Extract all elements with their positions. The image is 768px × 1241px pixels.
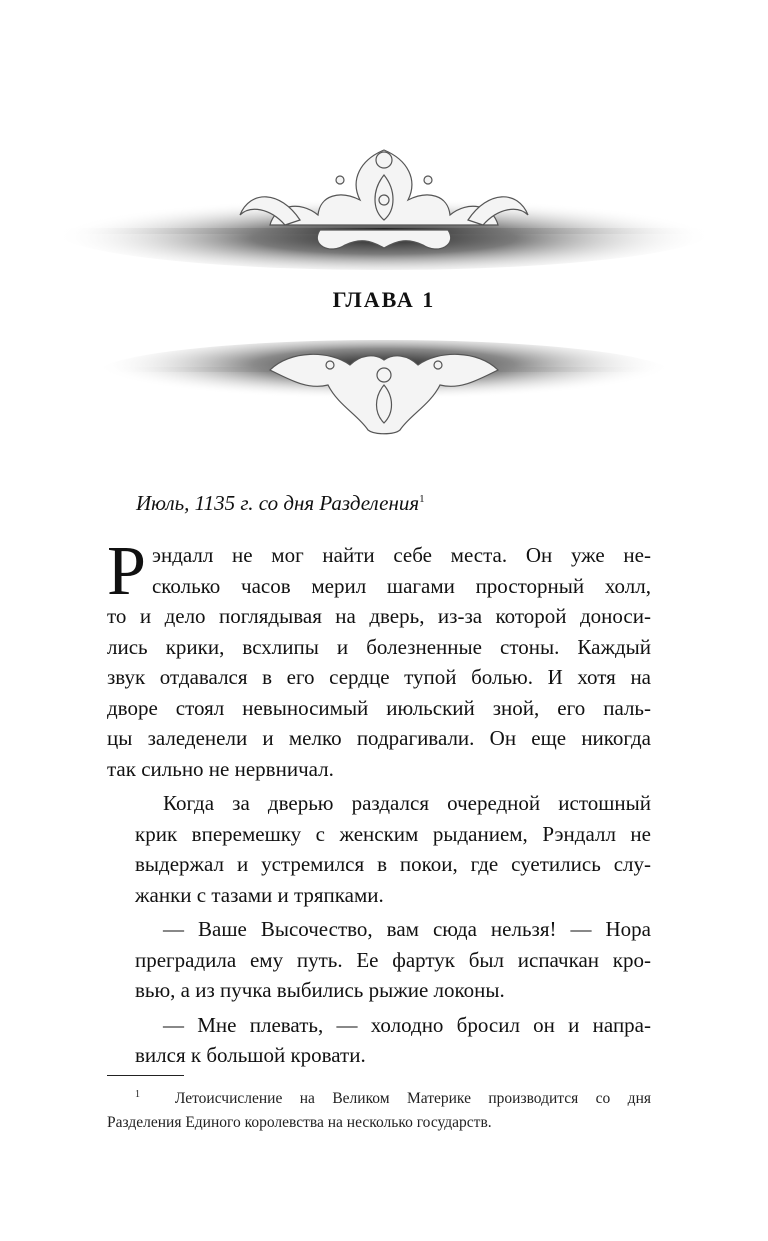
- footnote: [107, 1083, 651, 1135]
- footnote-ref: 1: [419, 493, 425, 505]
- date-line: [136, 491, 425, 516]
- text-line: — Мне плевать, — холодно бросил он и напра-: [163, 1012, 651, 1037]
- chapter-title: ГЛАВА 1: [332, 287, 436, 312]
- text-line: выдержал и устремился в покои, где суетились слу-: [135, 852, 651, 876]
- paragraph-2: [107, 788, 651, 910]
- top-ornament-icon: [0, 120, 768, 280]
- footnote-text: Летоисчисление на Великом Материке производится со дня: [174, 1090, 651, 1108]
- text-line: жанки с тазами и тряпками.: [135, 882, 384, 907]
- text-line: то и дело поглядывая на дверь, из-за которой доноси-: [107, 604, 651, 628]
- drop-cap: Р: [107, 533, 146, 610]
- footnote-divider: [107, 1075, 184, 1076]
- footnote-marker: 1: [135, 1089, 140, 1100]
- text-line: лись крики, всхлипы и болезненные стоны. Каждый: [107, 634, 651, 659]
- text-line: вился к большой кровати.: [135, 1043, 366, 1067]
- text-line: звук отдавался в его сердце тупой болью. И хотя на: [107, 665, 651, 689]
- text-line: эндалл не мог найти себе места. Он уже не-: [151, 543, 651, 567]
- footnote-line: Разделения Единого королевства на несколько государств.: [107, 1114, 492, 1132]
- text-line: так сильно не нервничал.: [107, 756, 334, 781]
- paragraph-3: [107, 914, 651, 1006]
- text-line: крик вперемешку с женским рыданием, Рэндалл не: [135, 821, 651, 846]
- paragraph-1: [107, 533, 651, 784]
- date-text: Июль, 1135 г. со дня Разделения: [136, 491, 420, 515]
- text-line: — Ваше Высочество, вам сюда нельзя! — Нора: [163, 917, 651, 941]
- paragraph-4: [107, 1010, 651, 1071]
- text-line: Когда за дверью раздался очередной истошный: [163, 791, 651, 815]
- body-text: [107, 533, 651, 1071]
- text-line: преградила ему путь. Ее фартук был испачкан кро-: [135, 947, 651, 972]
- text-line: дворе стоял невыносимый июльский зной, его паль-: [107, 695, 651, 720]
- bottom-ornament-icon: [0, 335, 768, 445]
- text-line: вью, а из пучка выбились рыжие локоны.: [135, 978, 505, 1002]
- text-line: цы заледенели и мелко подрагивали. Он еще никогда: [107, 726, 651, 750]
- footnote-line: [107, 1083, 651, 1111]
- text-line: сколько часов мерил шагами просторный холл,: [151, 573, 651, 598]
